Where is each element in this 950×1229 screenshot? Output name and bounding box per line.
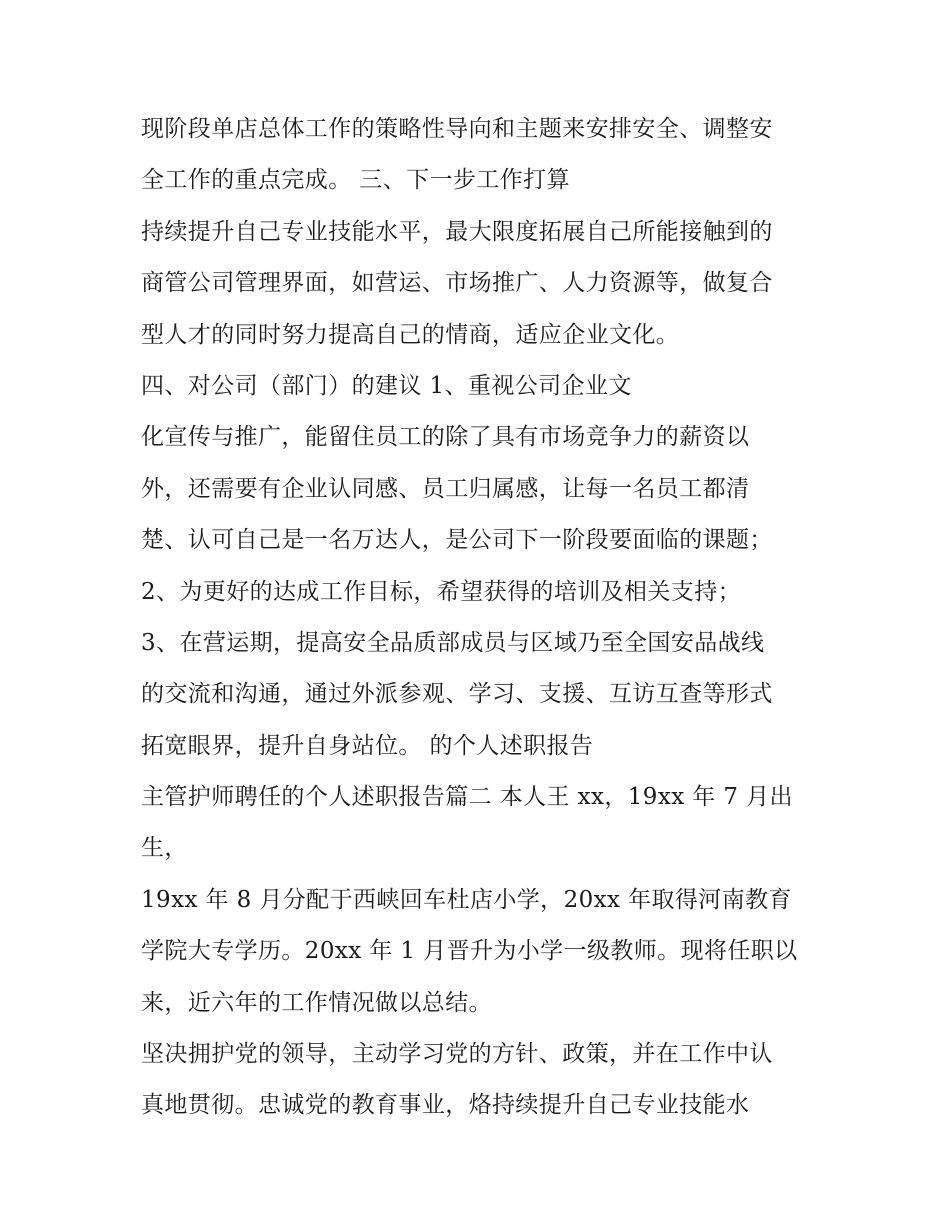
text-line: 学院大专学历。20xx 年 1 月晋升为小学一级教师。现将任职以 xyxy=(141,938,798,965)
text-line: 现阶段单店总体工作的策略性导向和主题来安排安全、调整安 xyxy=(141,116,773,142)
text-line: 主管护师聘任的个人述职报告篇二 本人王 xx，19xx 年 7 月出 xyxy=(141,784,793,811)
text-line: 2、为更好的达成工作目标，希望获得的培训及相关支持； xyxy=(141,578,742,605)
text-line: 外，还需要有企业认同感、员工归属感，让每一名员工都清 xyxy=(141,475,750,502)
text-line: 化宣传与推广，能留住员工的除了具有市场竞争力的薪资以 xyxy=(141,424,750,451)
text-line: 生， xyxy=(141,835,188,862)
text-line: 全工作的重点完成。 三、下一步工作打算 xyxy=(141,167,570,194)
text-line: 型人才的同时努力提高自己的情商，适应企业文化。 xyxy=(141,321,680,348)
text-line: 3、在营运期，提高安全品质部成员与区域乃至全国安品战线 xyxy=(141,629,765,656)
document-body xyxy=(141,104,831,1132)
text-line: 四、对公司（部门）的建议 1、重视公司企业文 xyxy=(141,372,632,399)
text-line: 持续提升自己专业技能水平，最大限度拓展自己所能接触到的 xyxy=(141,218,773,245)
text-line: 商管公司管理界面，如营运、市场推广、人力资源等，做复合 xyxy=(141,270,773,297)
text-line: 的交流和沟通，通过外派参观、学习、支援、互访互查等形式 xyxy=(141,681,773,708)
text-line: 19xx 年 8 月分配于西峡回车杜店小学，20xx 年取得河南教育 xyxy=(141,886,792,913)
text-line: 拓宽眼界，提升自身站位。 的个人述职报告 xyxy=(141,732,594,759)
text-line: 坚决拥护党的领导，主动学习党的方针、政策，并在工作中认 xyxy=(141,1041,773,1068)
text-line: 楚、认可自己是一名万达人，是公司下一阶段要面临的课题； xyxy=(141,527,773,554)
text-line: 真地贯彻。忠诚党的教育事业，烙持续提升自己专业技能水 xyxy=(141,1092,750,1119)
text-line: 来，近六年的工作情况做以总结。 xyxy=(141,989,492,1016)
